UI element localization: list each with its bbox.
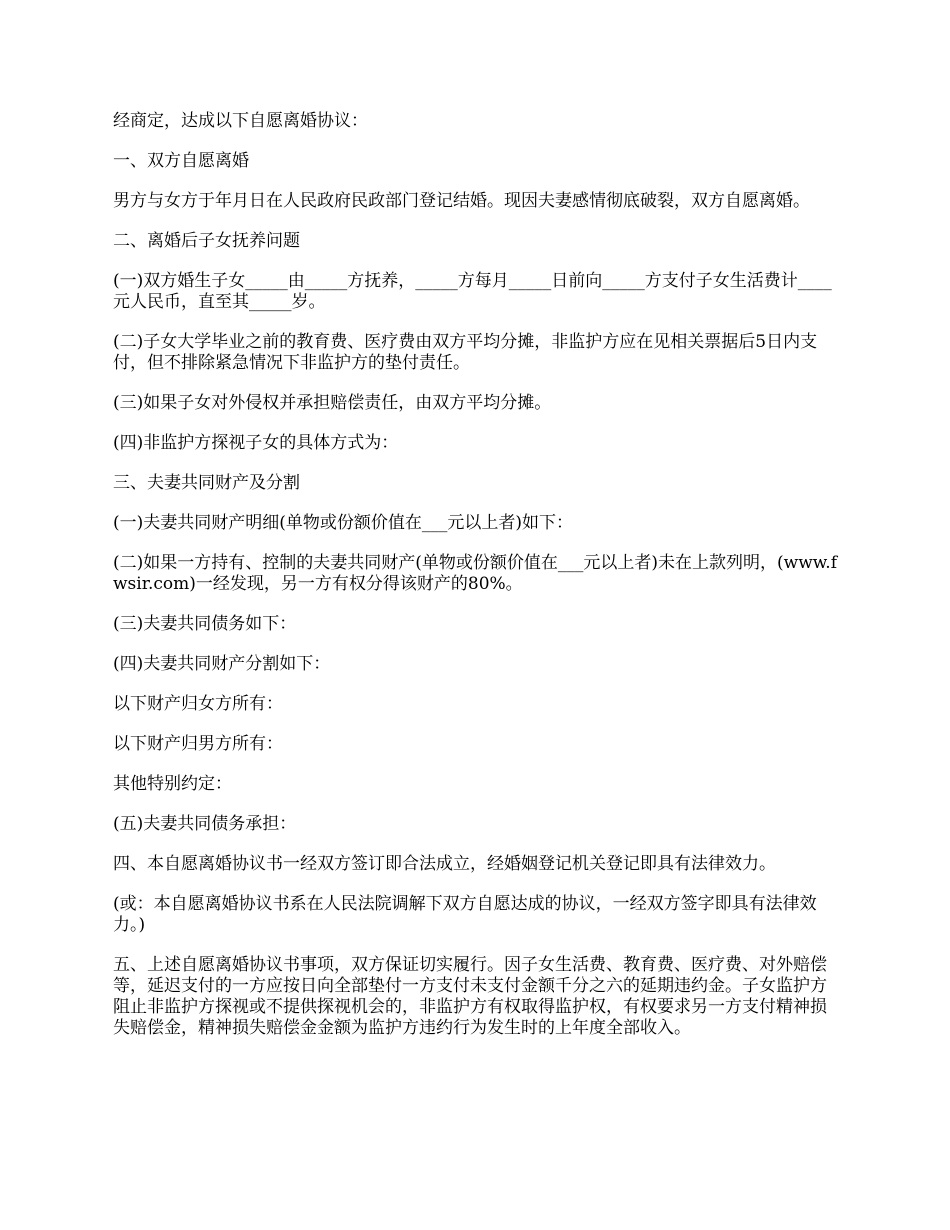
clause-visitation: (四)非监护方探视子女的具体方式为： bbox=[113, 433, 399, 453]
paragraph-court-mediation: (或：本自愿离婚协议书系在人民法院调解下双方自愿达成的协议，一经双方签字即具有法律效力。) bbox=[113, 894, 817, 935]
paragraph-marriage-registration: 男方与女方于年月日在人民政府民政部门登记结婚。现因夫妻感情彻底破裂，双方自愿离婚。 bbox=[113, 191, 810, 211]
clause-education-medical: (二)子女大学毕业之前的教育费、医疗费由双方平均分摊，非监护方应在见相关票据后5日内支付，但不排除紧急情况下非监护方的垫付责任。 bbox=[113, 332, 818, 373]
section-heading-1: 一、双方自愿离婚 bbox=[113, 151, 249, 171]
section-heading-5-performance: 五、上述自愿离婚协议书事项，双方保证切实履行。因子女生活费、教育费、医疗费、对外赔偿等，延迟支付的一方应按日向全部垫付一方支付未支付金额千分之六的延期违约金。子女监护方阻止非监护方探视或不提供探视机会的，非监护方有权取得监护权，有权要求另一方支付精神损失赔偿金，精神损失赔偿金金额为监护方违约行为发生时的上年度全部收入。 bbox=[113, 955, 827, 1038]
section-heading-2: 二、离婚后子女抚养问题 bbox=[113, 231, 300, 251]
clause-child-custody: (一)双方婚生子女_____由_____方抚养，_____方每月_____日前向_____方支付子女生活费计____元人民币，直至其_____岁。 bbox=[113, 271, 832, 312]
section-heading-3: 三、夫妻共同财产及分割 bbox=[113, 473, 300, 493]
clause-tort-liability: (三)如果子女对外侵权并承担赔偿责任，由双方平均分摊。 bbox=[113, 393, 552, 413]
line-special-terms: 其他特别约定： bbox=[113, 774, 232, 794]
line-husband-property: 以下财产归男方所有： bbox=[113, 734, 283, 754]
line-wife-property: 以下财产归女方所有： bbox=[113, 694, 283, 714]
section-heading-4: 四、本自愿离婚协议书一经双方签订即合法成立，经婚姻登记机关登记即具有法律效力。 bbox=[113, 854, 776, 874]
clause-debt-bearing: (五)夫妻共同债务承担： bbox=[113, 814, 297, 834]
intro-paragraph: 经商定，达成以下自愿离婚协议： bbox=[113, 111, 368, 131]
clause-property-list: (一)夫妻共同财产明细(单物或份额价值在___元以上者)如下： bbox=[113, 513, 574, 533]
clause-joint-debts: (三)夫妻共同债务如下： bbox=[113, 614, 297, 634]
clause-property-division: (四)夫妻共同财产分割如下： bbox=[113, 654, 331, 674]
clause-undisclosed-property: (二)如果一方持有、控制的夫妻共同财产(单物或份额价值在___元以上者)未在上款列明，(www.fwsir.com)一经发现，另一方有权分得该财产的80%。 bbox=[113, 553, 837, 594]
document-body bbox=[113, 111, 841, 1058]
